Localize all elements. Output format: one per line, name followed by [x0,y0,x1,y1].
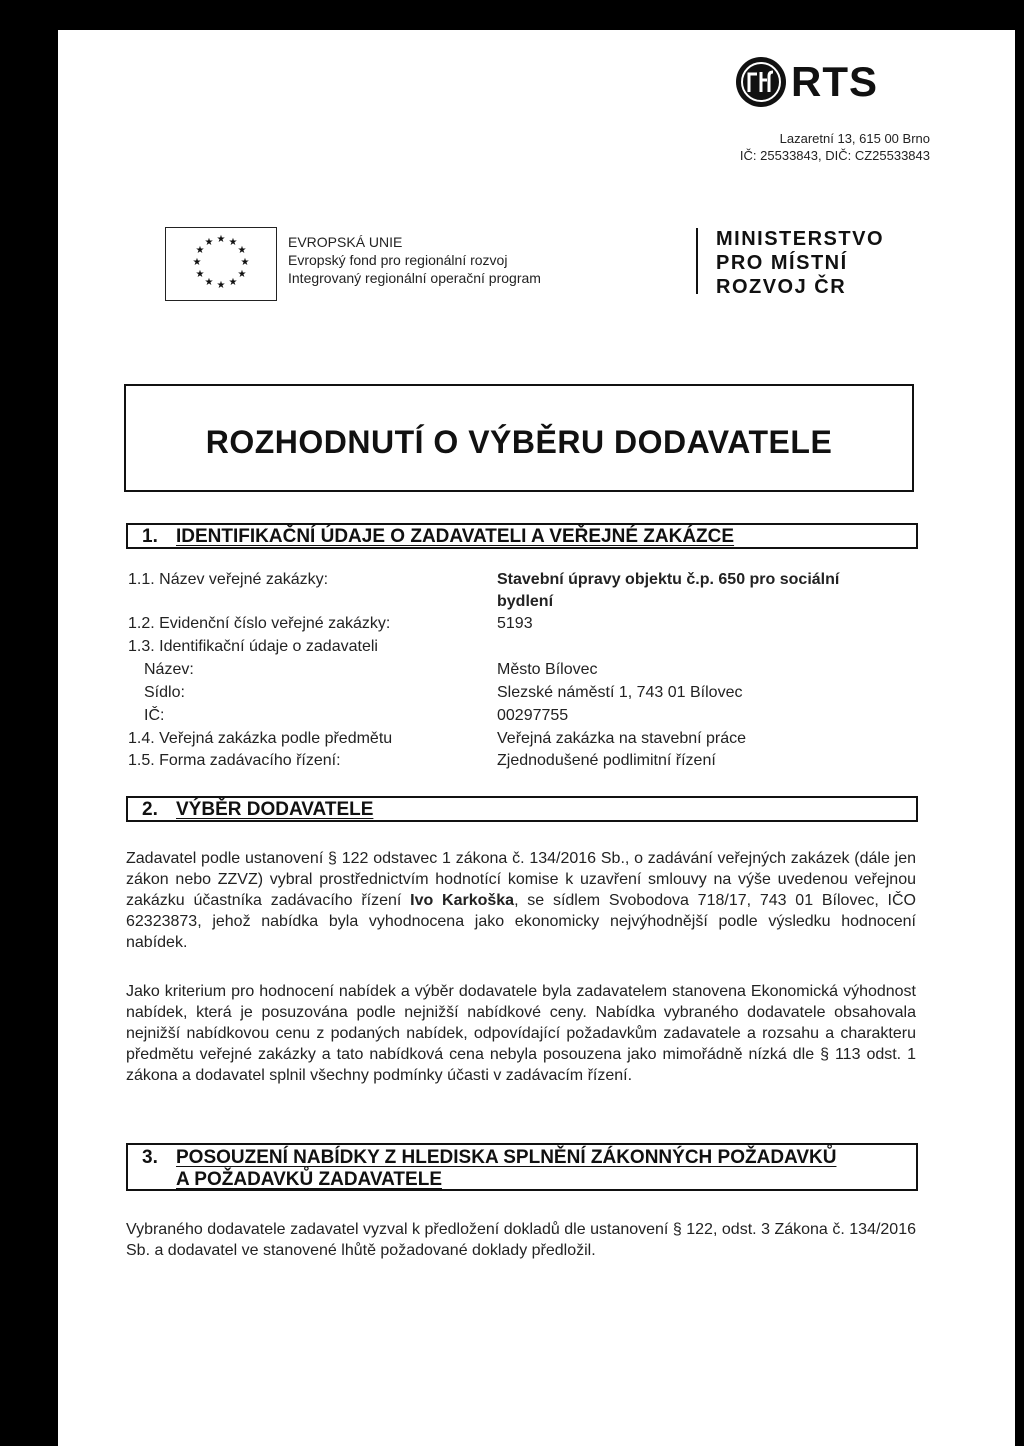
ministry-line: ROZVOJ ČR [716,276,847,298]
field-label: 1.5. Forma zadávacího řízení: [128,752,341,769]
rts-logo-mark-icon [735,56,787,108]
logo-divider [696,228,698,294]
address-line: Lazaretní 13, 615 00 Brno [779,131,930,146]
selected-supplier-name: Ivo Karkoška [410,892,515,909]
selection-paragraph [126,848,916,953]
svg-text:★: ★ [195,269,205,280]
evaluation-criteria-paragraph: Jako kriterium pro hodnocení nabídek a výběr dodavatele byla zadavatelem stanovena Ekonomická výhodnost nabídek, která je posuzována podle nejnižší nabídkové ceny. Nabídka vybraného dodavatele obsahovala nejnižší nabídkovou cenu z podaných nabídek, odpovídající požadavkům zadavatele a rozsahu a charakteru předmětu veřejné zakázky a tato nabídková cena nebyla posouzena jako mimořádně nízká dle § 113 odst. 1 zákona a dodavatel splnil všechny podmínky účasti v zadávacím řízení. [126,983,916,1084]
selection-text: Zadavatel podle ustanovení § 122 odstavec 1 zákona č. 134/2016 Sb., o zadávání veřejných zakázek (dále jen zákon nebo ZZVZ) vybral prostřednictvím hodnotící komise k uzavření smlouvy na výše uvedenou veřejnou zakázku účastníka zadávacího řízení [126,850,916,909]
field-label: 1.2. Evidenční číslo veřejné zakázky: [128,615,391,632]
section-heading-cont: A POŽADAVKŮ ZADAVATELE [176,1169,442,1190]
ministry-logo [716,227,884,299]
field-label: Název: [144,661,194,678]
selection-text-cont: , se sídlem Svobodova 718/17, 743 01 Bílovec, IČO 62323873, jehož nabídka byla vyhodnocena jako ekonomicky nejvýhodnější podle výsledku hodnocení nabídek. [126,892,917,951]
contracting-authority-address: Slezské náměstí 1, 743 01 Bílovec [497,684,743,701]
ministry-line: MINISTERSTVO [716,228,885,250]
company-address [670,130,930,164]
section-number: 1. [142,526,158,547]
svg-text:★: ★ [195,245,205,256]
svg-text:★: ★ [192,257,202,268]
document-title-box [124,384,914,492]
section-3-header [126,1143,918,1191]
svg-text:★: ★ [240,257,250,268]
section-1-header [126,523,918,549]
rts-logo-text: RTS [791,58,878,105]
eu-fund-line: Evropský fond pro regionální rozvoj [288,252,508,268]
eu-program-text [288,233,541,287]
eu-line: EVROPSKÁ UNIE [288,234,403,250]
field-label: 1.1. Název veřejné zakázky: [128,571,329,588]
rts-logo [735,57,878,107]
ministry-line: PRO MÍSTNÍ [716,252,848,274]
field-label: 1.4. Veřejná zakázka podle předmětu [128,730,393,747]
svg-text:★: ★ [204,237,214,248]
eu-stars-icon [166,228,276,300]
svg-text:★: ★ [237,269,247,280]
document-page [58,30,1015,1446]
section-number: 2. [142,799,158,820]
section-heading: IDENTIFIKAČNÍ ÚDAJE O ZADAVATELI A VEŘEJNÉ ZAKÁZCE [176,526,735,547]
contracting-authority-name: Město Bílovec [497,661,598,678]
contracting-authority-id: 00297755 [497,707,569,724]
svg-text:★: ★ [228,277,238,288]
svg-text:★: ★ [216,280,226,291]
svg-text:★: ★ [237,245,247,256]
eu-flag [165,227,277,301]
contract-name-value-cont: bydlení [497,593,554,610]
field-label: IČ: [144,707,165,724]
contract-type-value: Veřejná zakázka na stavební práce [497,730,747,747]
contract-name-value: Stavební úpravy objektu č.p. 650 pro sociální [497,571,840,588]
section-heading: POSOUZENÍ NABÍDKY Z HLEDISKA SPLNĚNÍ ZÁKONNÝCH POŽADAVKŮ [176,1147,837,1168]
section-number: 3. [142,1147,158,1168]
registration-number-value: 5193 [497,615,533,632]
tax-id-line: IČ: 25533843, DIČ: CZ25533843 [739,148,930,163]
section-2-header [126,796,918,822]
section-heading: VÝBĚR DODAVATELE [176,799,374,820]
documents-paragraph: Vybraného dodavatele zadavatel vyzval k předložení dokladů dle ustanovení § 122, odst. 3 Zákona č. 134/2016 Sb. a dodavatel ve stanovené lhůtě požadované doklady předložil. [126,1221,916,1259]
svg-text:★: ★ [204,277,214,288]
svg-text:★: ★ [216,234,226,245]
document-title: ROZHODNUTÍ O VÝBĚRU DODAVATELE [205,424,833,460]
procedure-type-value: Zjednodušené podlimitní řízení [497,752,716,769]
svg-text:★: ★ [228,237,238,248]
field-label: Sídlo: [144,684,185,701]
field-label: 1.3. Identifikační údaje o zadavateli [128,638,378,655]
eu-program-line: Integrovaný regionální operační program [288,270,541,286]
